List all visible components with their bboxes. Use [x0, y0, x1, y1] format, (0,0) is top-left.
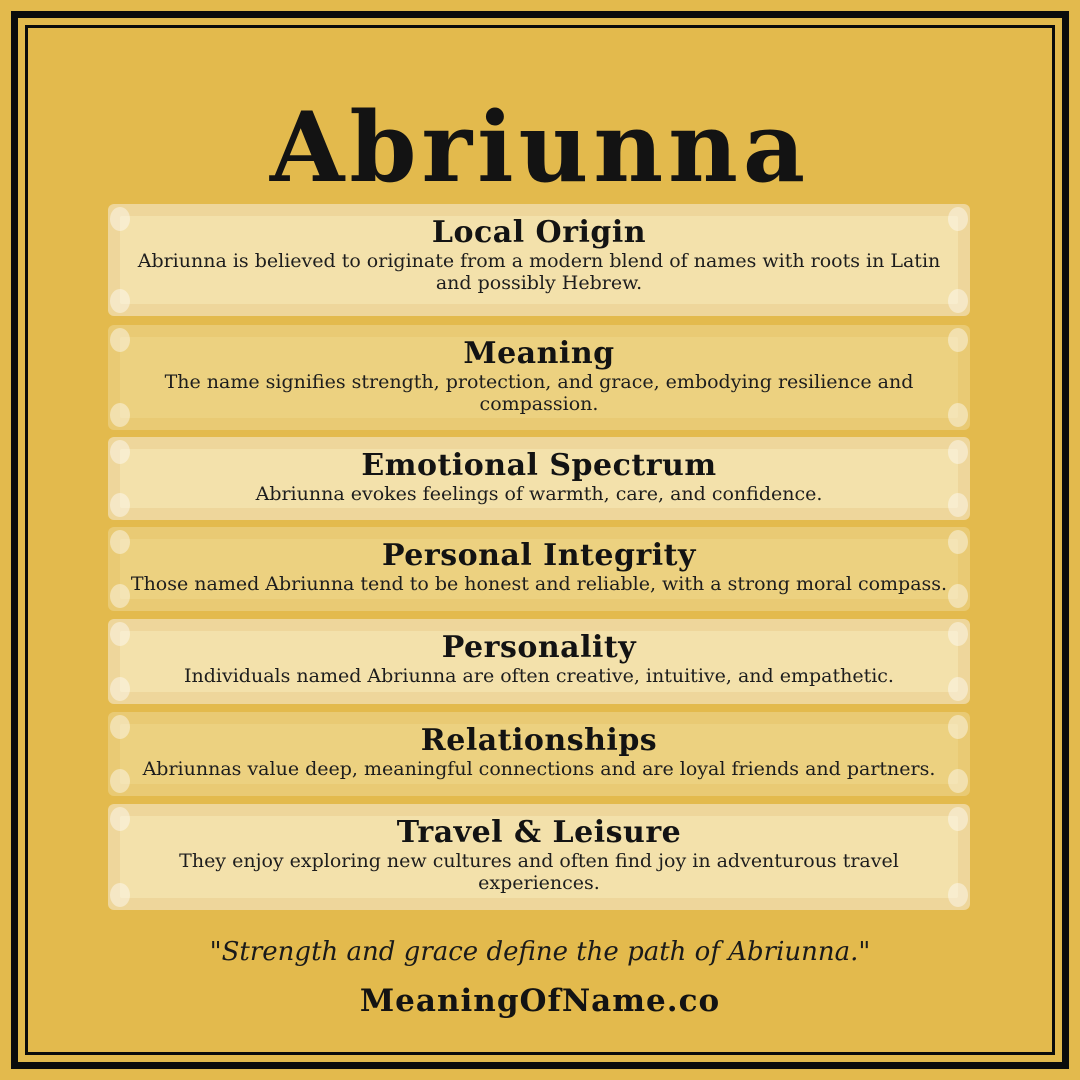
card-title: Relationships	[420, 723, 658, 758]
card-travel-leisure	[108, 804, 970, 910]
card-personal-integrity	[108, 527, 970, 611]
site-name: MeaningOfName.co	[359, 983, 721, 1019]
card-title: Meaning	[463, 336, 615, 371]
card-emotional-spectrum	[108, 437, 970, 520]
card-body: Abriunnas value deep, meaningful connections and are loyal friends and partners.	[142, 758, 936, 780]
card-title: Travel & Leisure	[396, 815, 682, 850]
card-relationships	[108, 712, 970, 796]
card-body: They enjoy exploring new cultures and often find joy in adventurous travel experiences.	[179, 850, 899, 894]
card-body: Abriunna is believed to originate from a modern blend of names with roots in Latin and possibly Hebrew.	[137, 250, 941, 294]
page-title: Abriunna	[269, 91, 811, 205]
card-local-origin	[108, 204, 970, 316]
card-title: Emotional Spectrum	[361, 448, 717, 483]
card-personality	[108, 619, 970, 704]
card-title: Personality	[441, 630, 637, 665]
quote-text: "Strength and grace define the path of Abriunna."	[209, 937, 871, 967]
card-body: The name signifies strength, protection, and grace, embodying resilience and compassion.	[164, 371, 914, 415]
card-title: Personal Integrity	[382, 538, 696, 573]
card-body: Abriunna evokes feelings of warmth, care, and confidence.	[255, 483, 823, 505]
card-title: Local Origin	[431, 215, 647, 250]
card-meaning	[108, 325, 970, 430]
card-body: Those named Abriunna tend to be honest and reliable, with a strong moral compass.	[130, 573, 948, 595]
card-body: Individuals named Abriunna are often creative, intuitive, and empathetic.	[184, 665, 894, 687]
